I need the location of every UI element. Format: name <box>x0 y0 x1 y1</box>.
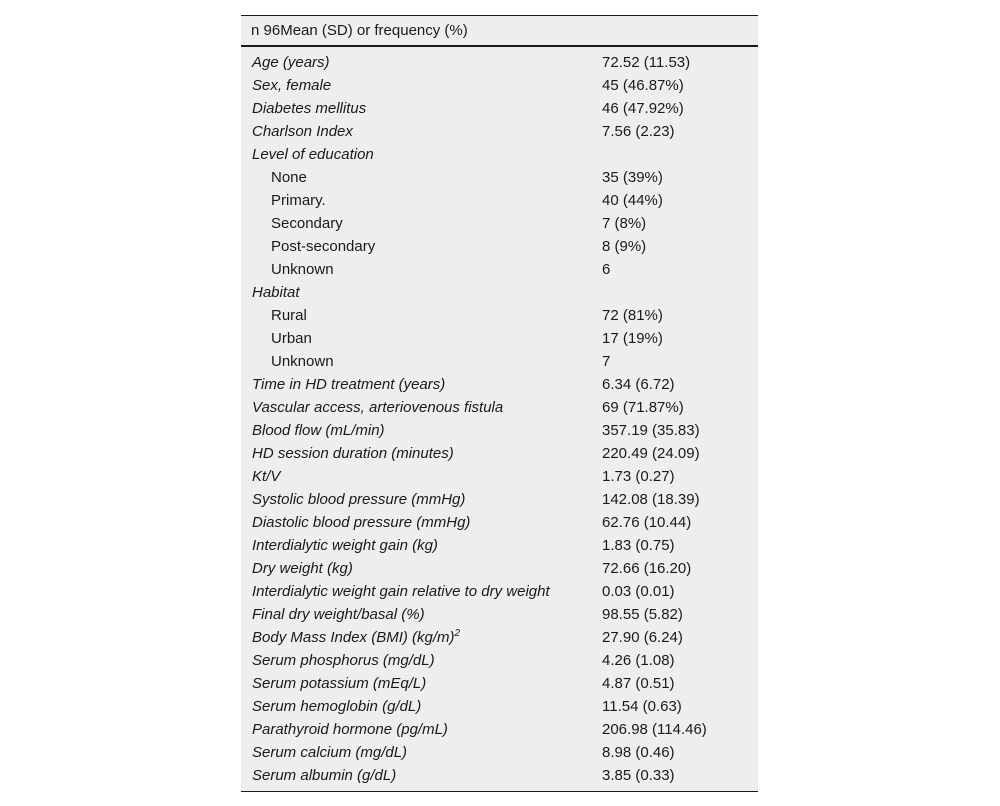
row-value: 220.49 (24.09) <box>602 445 700 462</box>
row-label <box>241 143 602 166</box>
row-label-text: Blood flow (mL/min) <box>252 422 385 439</box>
row-label-text: Interdialytic weight gain (kg) <box>252 537 438 554</box>
row-label <box>241 120 602 143</box>
table-row <box>241 396 758 419</box>
table-row <box>241 741 758 764</box>
row-label-text: Sex, female <box>252 77 332 94</box>
row-value: 7 (8%) <box>602 215 647 232</box>
table-row <box>241 97 758 120</box>
row-label-text: Serum calcium (mg/dL) <box>252 744 408 761</box>
row-label <box>241 511 602 534</box>
row-label <box>241 373 602 396</box>
row-value: 98.55 (5.82) <box>602 606 683 623</box>
row-value: 40 (44%) <box>602 192 663 209</box>
row-value: 27.90 (6.24) <box>602 629 683 646</box>
table-row <box>241 212 758 235</box>
table-row <box>241 718 758 741</box>
table-row <box>241 419 758 442</box>
row-label-text: Serum phosphorus (mg/dL) <box>252 652 435 669</box>
row-label-text: Age (years) <box>252 54 330 71</box>
table-row <box>241 304 758 327</box>
row-label <box>241 304 602 327</box>
row-label-text: Kt/V <box>252 468 281 485</box>
row-label <box>241 419 602 442</box>
table-row <box>241 465 758 488</box>
row-value: 6.34 (6.72) <box>602 376 675 393</box>
row-label <box>241 603 602 626</box>
table-body <box>241 47 758 791</box>
row-label-text: HD session duration (minutes) <box>252 445 454 462</box>
row-value: 62.76 (10.44) <box>602 514 692 531</box>
row-label <box>241 97 602 120</box>
table-row <box>241 143 758 166</box>
row-label <box>241 189 602 212</box>
table-row <box>241 442 758 465</box>
row-label-text: Habitat <box>252 284 300 301</box>
table-row <box>241 695 758 718</box>
row-label <box>241 442 602 465</box>
table-row <box>241 74 758 97</box>
row-label-text: Primary. <box>271 192 326 209</box>
row-label <box>241 396 602 419</box>
row-label-text: Serum albumin (g/dL) <box>252 767 397 784</box>
table-row <box>241 580 758 603</box>
table-row <box>241 649 758 672</box>
row-label <box>241 718 602 741</box>
table-row <box>241 603 758 626</box>
row-label <box>241 672 602 695</box>
row-value: 6 <box>602 261 611 278</box>
row-value: 7 <box>602 353 611 370</box>
row-value: 17 (19%) <box>602 330 663 347</box>
row-label <box>241 764 602 787</box>
row-value: 8.98 (0.46) <box>602 744 675 761</box>
row-label-text: Unknown <box>271 261 334 278</box>
row-label <box>241 327 602 350</box>
row-value: 206.98 (114.46) <box>602 721 707 738</box>
table-row <box>241 626 758 649</box>
row-label <box>241 258 602 281</box>
row-label-text: Level of education <box>252 146 374 163</box>
row-label-text: Dry weight (kg) <box>252 560 353 577</box>
row-label-superscript: 2 <box>454 628 461 639</box>
row-value: 4.87 (0.51) <box>602 675 675 692</box>
row-label-text: Diabetes mellitus <box>252 100 367 117</box>
row-label-text: Vascular access, arteriovenous fistula <box>252 399 504 416</box>
row-value: 0.03 (0.01) <box>602 583 675 600</box>
table-row <box>241 488 758 511</box>
row-label-text: Charlson Index <box>252 123 353 140</box>
row-value: 1.83 (0.75) <box>602 537 675 554</box>
row-label <box>241 74 602 97</box>
row-value: 142.08 (18.39) <box>602 491 700 508</box>
table-row <box>241 350 758 373</box>
row-label-text: Body Mass Index (BMI) (kg/m) <box>252 629 455 646</box>
row-label <box>241 626 602 649</box>
table-row <box>241 373 758 396</box>
table-row <box>241 120 758 143</box>
row-label-text: Urban <box>271 330 312 347</box>
table-row <box>241 166 758 189</box>
row-value: 72.52 (11.53) <box>602 54 691 71</box>
row-label <box>241 741 602 764</box>
table-row <box>241 189 758 212</box>
row-label-text: None <box>271 169 307 186</box>
row-label-text: Unknown <box>271 353 334 370</box>
row-label <box>241 465 602 488</box>
table-header <box>241 16 758 47</box>
row-value: 8 (9%) <box>602 238 647 255</box>
row-value: 4.26 (1.08) <box>602 652 675 669</box>
row-label <box>241 235 602 258</box>
row-value: 72.66 (16.20) <box>602 560 692 577</box>
table-row <box>241 557 758 580</box>
table-row <box>241 235 758 258</box>
table-row <box>241 281 758 304</box>
row-label <box>241 695 602 718</box>
row-label-text: Diastolic blood pressure (mmHg) <box>252 514 471 531</box>
row-value: 69 (71.87%) <box>602 399 684 416</box>
table-row <box>241 764 758 787</box>
table-row <box>241 258 758 281</box>
row-label <box>241 580 602 603</box>
row-value: 1.73 (0.27) <box>602 468 675 485</box>
row-label-text: Serum potassium (mEq/L) <box>252 675 427 692</box>
row-label <box>241 534 602 557</box>
row-label-text: Systolic blood pressure (mmHg) <box>252 491 466 508</box>
row-label <box>241 557 602 580</box>
table-row <box>241 327 758 350</box>
row-value: 11.54 (0.63) <box>602 698 682 715</box>
row-label <box>241 350 602 373</box>
row-label <box>241 488 602 511</box>
row-label <box>241 649 602 672</box>
row-label-text: Final dry weight/basal (%) <box>252 606 425 623</box>
data-table <box>241 15 758 792</box>
row-label-text: Time in HD treatment (years) <box>252 376 446 393</box>
row-label-text: Secondary <box>271 215 343 232</box>
table-row <box>241 534 758 557</box>
row-value: 357.19 (35.83) <box>602 422 700 439</box>
row-value: 35 (39%) <box>602 169 663 186</box>
row-value: 7.56 (2.23) <box>602 123 675 140</box>
row-label-text: Rural <box>271 307 307 324</box>
row-label <box>241 212 602 235</box>
row-label-text: Parathyroid hormone (pg/mL) <box>252 721 448 738</box>
row-label-text: Serum hemoglobin (g/dL) <box>252 698 422 715</box>
row-value: 3.85 (0.33) <box>602 767 675 784</box>
row-label <box>241 166 602 189</box>
row-label <box>241 51 602 74</box>
row-value: 72 (81%) <box>602 307 663 324</box>
table-row <box>241 51 758 74</box>
table-row <box>241 511 758 534</box>
table-row <box>241 672 758 695</box>
row-value: 45 (46.87%) <box>602 77 684 94</box>
row-label <box>241 281 602 304</box>
row-label-text: Interdialytic weight gain relative to dry weight <box>252 583 550 600</box>
row-label-text: Post-secondary <box>271 238 376 255</box>
row-value: 46 (47.92%) <box>602 100 684 117</box>
table-header-label: n 96Mean (SD) or frequency (%) <box>251 22 468 39</box>
